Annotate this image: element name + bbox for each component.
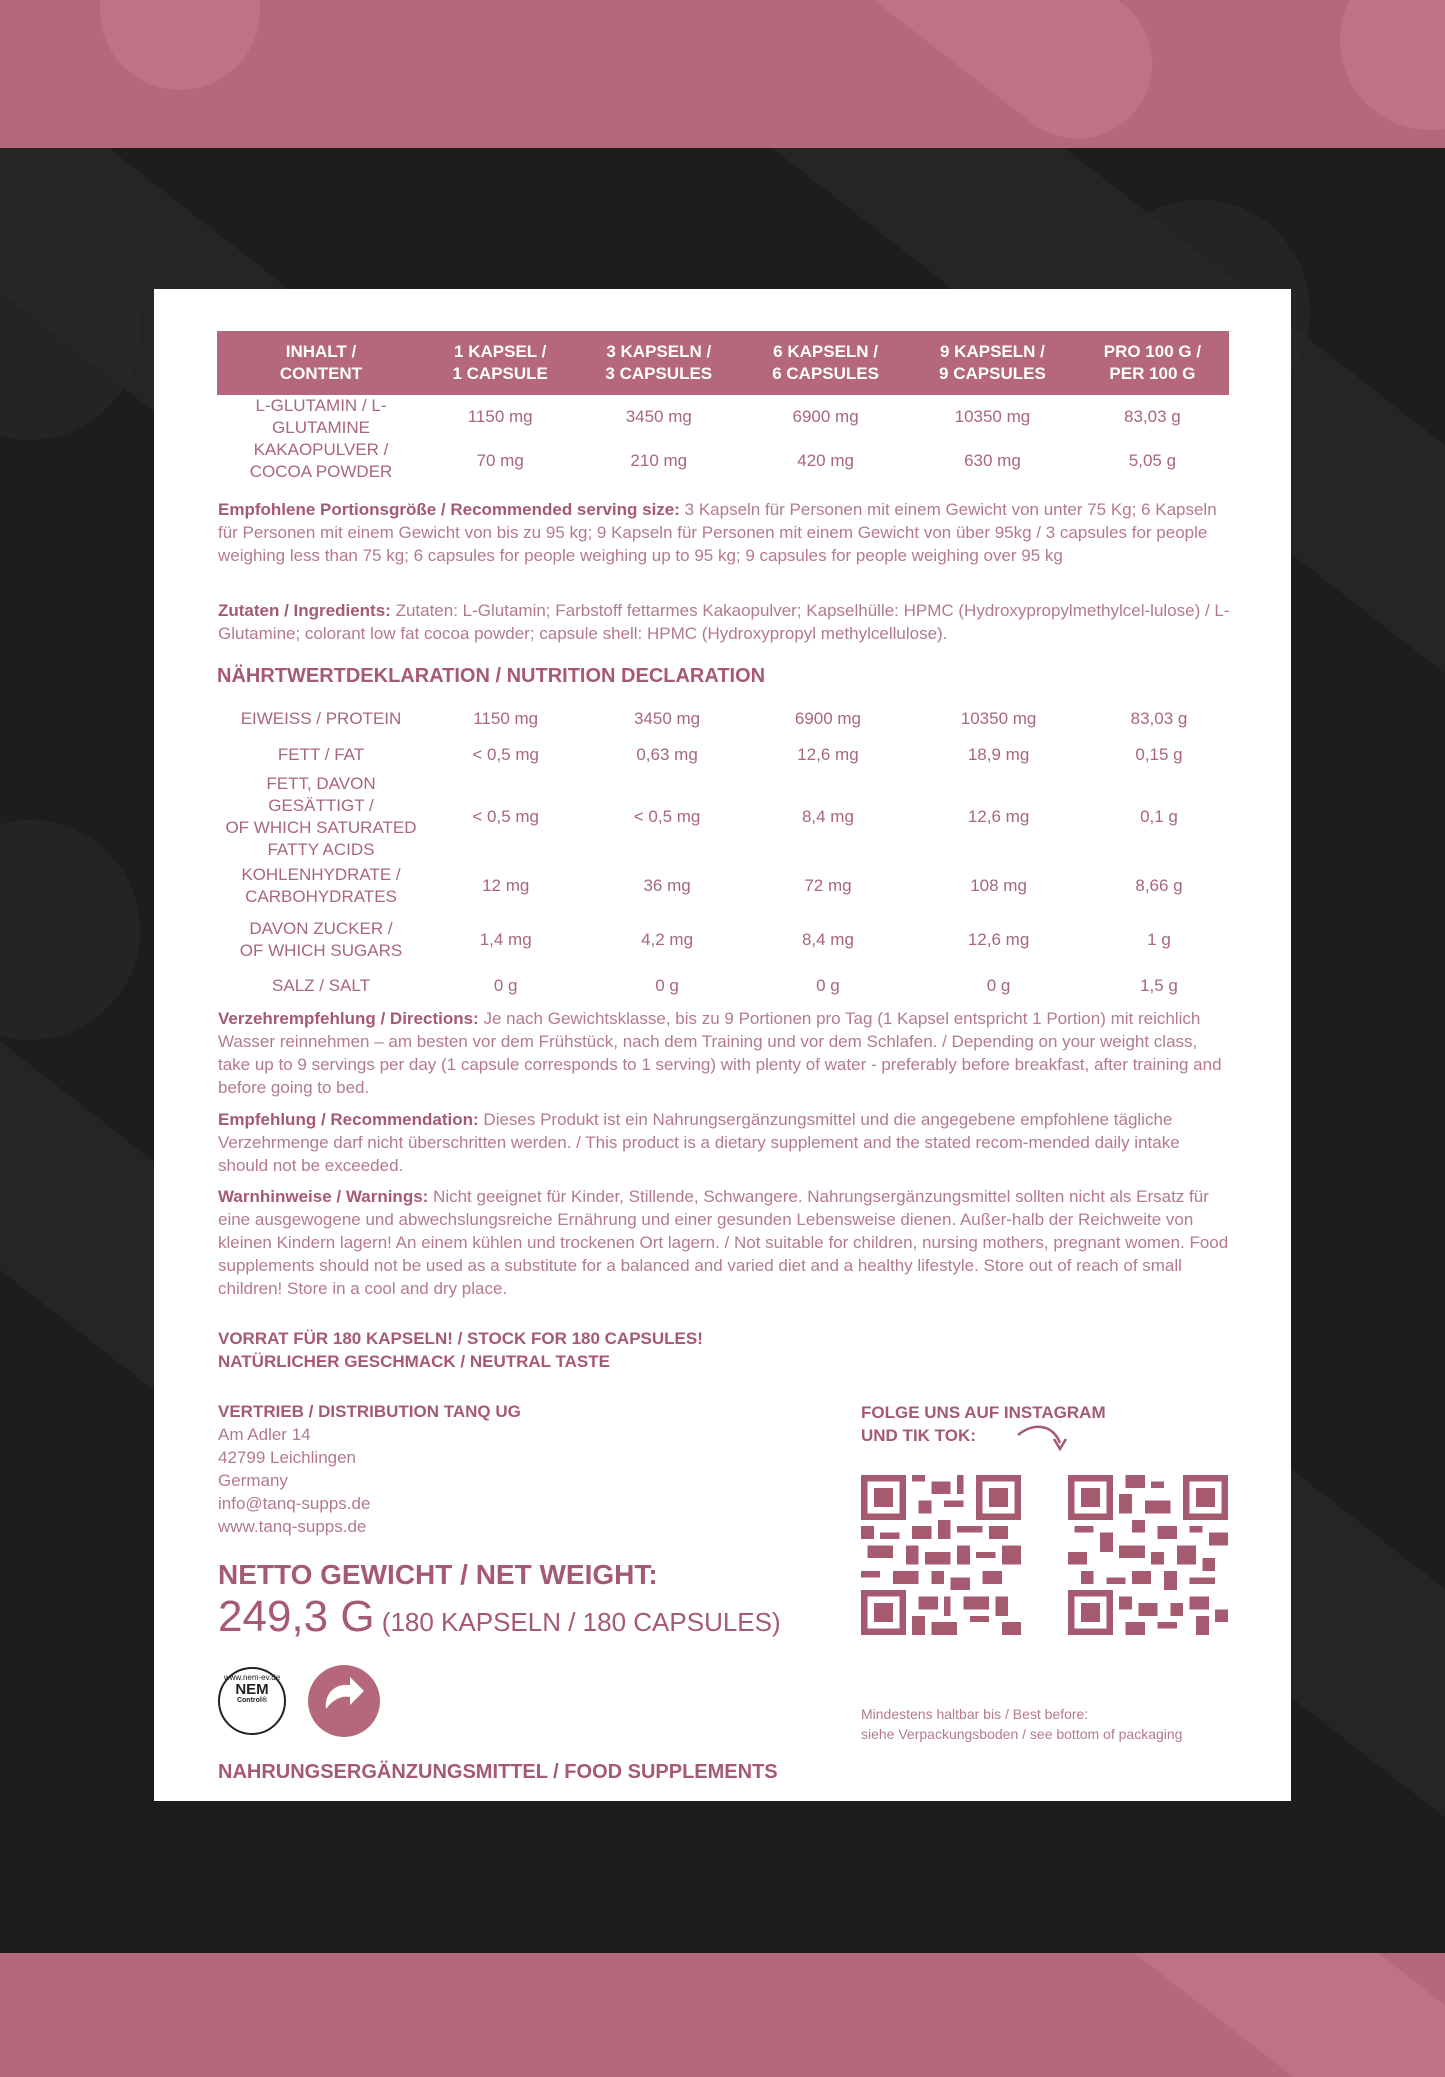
cell: 3450 mg xyxy=(625,407,692,426)
cell: FETT / FAT xyxy=(277,745,365,764)
nutrition-table xyxy=(217,701,1229,1003)
distribution-street: Am Adler 14 xyxy=(218,1425,311,1444)
recommendation-label: Empfehlung / Recommendation: xyxy=(218,1110,479,1129)
top-band xyxy=(0,0,1445,148)
cell: 1,5 g xyxy=(1140,976,1178,995)
net-weight-detail: (180 KAPSELN / 180 CAPSULES) xyxy=(374,1607,781,1637)
cell: 1,4 mg xyxy=(479,930,532,949)
cell: EIWEISS / PROTEIN xyxy=(240,709,402,728)
nem-logo xyxy=(218,1667,286,1735)
cell: < 0,5 mg xyxy=(472,745,539,764)
header-1-capsule: 1 KAPSEL / 1 CAPSULE xyxy=(425,331,575,395)
cell: 1 g xyxy=(1147,930,1171,949)
serving-text: 3 Kapseln für Personen mit einem Gewicht von unter 75 Kg; 6 Kapseln für Personen mit einem Gewicht von bis zu 95 kg; 9 Kapseln für Personen mit einem Gewicht von über 95kg / 3 capsules for people weighing less than 75 kg; 6 capsules for people weighing up to 95 kg; 9 capsules for people weighing over 95 kg xyxy=(218,500,1217,565)
content-table-header xyxy=(217,331,1229,395)
nem-logo-text: NEM xyxy=(235,1681,269,1698)
cell: KAKAOPULVER / COCOA POWDER xyxy=(249,440,393,481)
cell: 8,66 g xyxy=(1135,876,1183,895)
serving-size xyxy=(218,498,1230,567)
cell: 3450 mg xyxy=(633,709,701,728)
nutrition-heading: NÄHRTWERTDEKLARATION / NUTRITION DECLARATION xyxy=(217,665,766,687)
cell: 0 g xyxy=(816,976,840,995)
cell: 72 mg xyxy=(804,876,852,895)
cell: 12,6 mg xyxy=(967,807,1030,826)
table-row xyxy=(217,737,1229,773)
cell: < 0,5 mg xyxy=(472,807,539,826)
cell: 108 mg xyxy=(970,876,1027,895)
cell: 630 mg xyxy=(964,451,1021,470)
ingredients xyxy=(218,599,1230,645)
cell: 8,4 mg xyxy=(801,807,854,826)
net-weight-label: NETTO GEWICHT / NET WEIGHT: xyxy=(218,1559,658,1590)
cell: 12 mg xyxy=(482,876,530,895)
header-content: INHALT / CONTENT xyxy=(217,331,425,395)
cell: 70 mg xyxy=(476,451,524,470)
table-row xyxy=(217,701,1229,737)
directions-label: Verzehrempfehlung / Directions: xyxy=(218,1009,479,1028)
cell: 0,1 g xyxy=(1140,807,1178,826)
distribution-city: 42799 Leichlingen xyxy=(218,1448,357,1467)
distribution-country: Germany xyxy=(218,1471,288,1490)
warnings-text: Nicht geeignet für Kinder, Stillende, Schwangere. Nahrungsergänzungsmittel sollten nicht als Ersatz für eine ausgewogene und abwechslungsreiche Ernährung und einer gesunden Lebensweise dienen. Außer-halb der Reichweite von kleinen Kindern lagern! An einem kühlen und trockenen Ort lagern. / Not suitable for children, nursing mothers, pregnant women. Food supplements should not be used as a substitute for a balanced and varied diet and a healthy lifestyle. Store out of reach of small children! Store in a cool and dry place. xyxy=(218,1187,1229,1298)
stock-info xyxy=(218,1327,703,1373)
cell: 1150 mg xyxy=(473,709,539,728)
label-card xyxy=(154,289,1291,1801)
table-row xyxy=(217,773,1229,861)
cell: 0 g xyxy=(655,976,679,995)
directions-text: Je nach Gewichtsklasse, bis zu 9 Portionen pro Tag (1 Kapsel entspricht 1 Portion) mit reichlich Wasser reinnehmen – am besten vor dem Frühstück, nach dem Training und vor dem Schlafen. / Depending on your weight class, take up to 9 servings per day (1 capsule corresponds to 1 serving) with plenty of water - preferably before breakfast, after training and before going to bed. xyxy=(218,1009,1222,1097)
header-9-capsules: 9 KAPSELN / 9 CAPSULES xyxy=(909,331,1076,395)
net-weight xyxy=(218,1592,781,1642)
cell: L-GLUTAMIN / L-GLUTAMINE xyxy=(255,396,387,437)
cell: 0,15 g xyxy=(1135,745,1183,764)
bottom-band-decoration xyxy=(0,1953,1445,2077)
cell: 0 g xyxy=(986,976,1011,995)
header-per-100g: PRO 100 G / PER 100 G xyxy=(1076,331,1229,395)
cell: 6900 mg xyxy=(792,407,859,426)
cell: 1150 mg xyxy=(467,407,533,426)
warnings-label: Warnhinweise / Warnings: xyxy=(218,1187,429,1206)
distribution-website[interactable]: www.tanq-supps.de xyxy=(218,1517,367,1536)
bottom-band xyxy=(0,1953,1445,2077)
stock-line: VORRAT FÜR 180 KAPSELN! / STOCK FOR 180 CAPSULES! xyxy=(218,1329,703,1348)
serving-label: Empfohlene Portionsgröße / Recommended serving size: xyxy=(218,500,680,519)
top-band-decoration xyxy=(0,0,1445,148)
nem-logo-sub: Control® xyxy=(236,1697,268,1704)
distribution-heading: VERTRIEB / DISTRIBUTION TANQ UG xyxy=(218,1402,521,1421)
cell: 10350 mg xyxy=(954,407,1031,426)
table-row xyxy=(217,861,1229,911)
table-row xyxy=(217,911,1229,969)
ingredients-text: Zutaten: L-Glutamin; Farbstoff fettarmes Kakaopulver; Kapselhülle: HPMC (Hydroxypropylmethylcel-lulose) / L-Glutamine; colorant low fat cocoa powder; capsule shell: HPMC (Hydroxypropyl methylcellulose). xyxy=(218,601,1230,643)
table-row xyxy=(217,439,1229,483)
distribution-block xyxy=(218,1400,521,1538)
nem-logo-ring-text: www.nem-ev.de xyxy=(223,1673,281,1682)
cell: 8,4 mg xyxy=(801,930,854,949)
qr-code-instagram-icon[interactable] xyxy=(861,1475,1021,1635)
cell: 83,03 g xyxy=(1130,709,1188,728)
table-row xyxy=(217,395,1229,439)
cell: 4,2 mg xyxy=(641,930,694,949)
net-weight-value: 249,3 G xyxy=(218,1592,375,1641)
cell: 18,9 mg xyxy=(967,745,1030,764)
best-before-line-1: Mindestens haltbar bis / Best before: xyxy=(861,1706,1089,1722)
ingredients-label: Zutaten / Ingredients: xyxy=(218,601,391,620)
cell: 0,63 mg xyxy=(636,745,698,764)
warnings xyxy=(218,1185,1230,1300)
header-3-capsules: 3 KAPSELN / 3 CAPSULES xyxy=(575,331,742,395)
cell: KOHLENHYDRATE / CARBOHYDRATES xyxy=(241,865,401,906)
curved-arrow-icon xyxy=(1012,1421,1076,1461)
recommendation xyxy=(218,1108,1230,1177)
cell: 36 mg xyxy=(643,876,691,895)
directions xyxy=(218,1007,1230,1099)
cell: 12,6 mg xyxy=(967,930,1030,949)
footer-category: NAHRUNGSERGÄNZUNGSMITTEL / FOOD SUPPLEMENTS xyxy=(218,1761,778,1783)
cell: 6900 mg xyxy=(794,709,862,728)
cell: 420 mg xyxy=(797,451,854,470)
cell: 210 mg xyxy=(630,451,688,470)
taste-line: NATÜRLICHER GESCHMACK / NEUTRAL TASTE xyxy=(218,1352,610,1371)
distribution-email[interactable]: info@tanq-supps.de xyxy=(218,1494,371,1513)
recommendation-text: Dieses Produkt ist ein Nahrungsergänzungsmittel und die angegebene empfohlene tägliche Verzehrmenge darf nicht überschritten werden. / This product is a dietary supplement and the stated recom-mended daily intake should not be exceeded. xyxy=(218,1110,1180,1175)
cell: FETT, DAVON GESÄTTIGT / OF WHICH SATURATED FATTY ACIDS xyxy=(225,774,417,859)
header-6-capsules: 6 KAPSELN / 6 CAPSULES xyxy=(742,331,909,395)
cell: < 0,5 mg xyxy=(633,807,701,826)
cell: DAVON ZUCKER / OF WHICH SUGARS xyxy=(239,919,403,960)
qr-code-tiktok-icon[interactable] xyxy=(1068,1475,1228,1635)
cell: 12,6 mg xyxy=(797,745,859,764)
cell: 5,05 g xyxy=(1128,451,1177,470)
recycling-arrows-icon xyxy=(306,1663,382,1739)
table-row xyxy=(217,969,1229,1003)
cell: 83,03 g xyxy=(1124,407,1181,426)
content-table xyxy=(217,331,1229,483)
social-line-2: UND TIK TOK: xyxy=(861,1426,976,1445)
cell: 0 g xyxy=(493,976,518,995)
cell: 10350 mg xyxy=(960,709,1037,728)
best-before-line-2: siehe Verpackungsboden / see bottom of packaging xyxy=(861,1726,1183,1742)
best-before xyxy=(861,1704,1182,1744)
social-line-1: FOLGE UNS AUF INSTAGRAM xyxy=(861,1403,1106,1422)
cell: SALZ / SALT xyxy=(272,976,370,995)
